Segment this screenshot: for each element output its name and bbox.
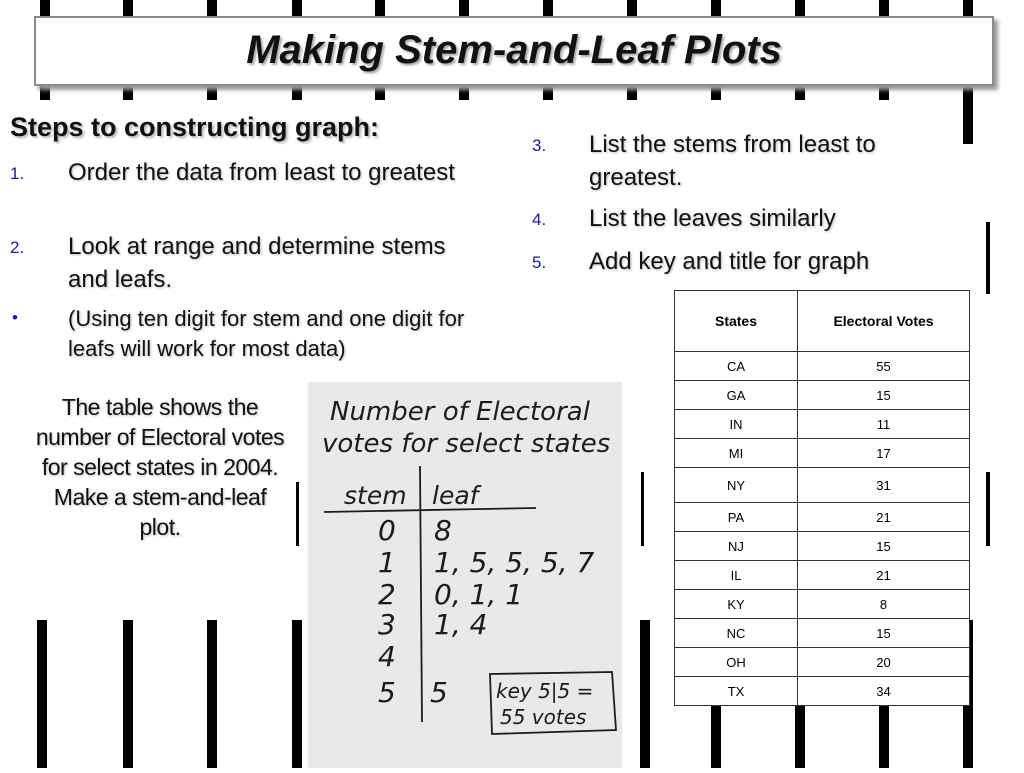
decorative-stripe (123, 84, 133, 100)
key-line1: key 5|5 = (496, 679, 594, 703)
decorative-stripe (641, 472, 644, 546)
table-row (675, 352, 970, 381)
decorative-stripe (459, 84, 469, 100)
decorative-stripe (296, 482, 299, 546)
stem-leaf-plot (308, 382, 622, 768)
plot-title-line2: votes for select states (322, 429, 611, 459)
decorative-stripe (40, 0, 50, 16)
decorative-stripe (543, 84, 553, 100)
table-row (675, 532, 970, 561)
table-row (675, 561, 970, 590)
divider-line (420, 466, 422, 722)
decorative-stripe (37, 620, 47, 768)
votes-cell: 15 (798, 532, 970, 561)
decorative-stripe (711, 706, 721, 768)
leaf-values: 8 (434, 514, 452, 547)
state-cell: NJ (675, 532, 798, 561)
table-row (675, 677, 970, 706)
table-row (675, 619, 970, 648)
state-cell: NY (675, 468, 798, 503)
step-number: 3. (532, 136, 547, 155)
stem-value: 2 (378, 578, 396, 611)
decorative-stripe (627, 0, 637, 16)
column-header-states: States (675, 291, 798, 352)
decorative-stripe (292, 620, 302, 768)
step-number: 1. (10, 164, 25, 183)
state-cell: GA (675, 381, 798, 410)
table-row (675, 439, 970, 468)
votes-cell: 20 (798, 648, 970, 677)
problem-description: The table shows the number of Electoral votes for select states in 2004. Make a stem-and-leaf plot. (35, 394, 285, 540)
leaf-values: 5 (430, 676, 448, 709)
stem-value: 5 (378, 676, 396, 709)
state-cell: OH (675, 648, 798, 677)
decorative-stripe (207, 84, 217, 100)
decorative-stripe (207, 620, 217, 768)
decorative-stripe (795, 0, 805, 16)
step-text: (Using ten digit for stem and one digit for leafs will work for most data) (68, 306, 465, 361)
state-cell: MI (675, 439, 798, 468)
state-cell: NC (675, 619, 798, 648)
steps-heading: Steps to constructing graph: (10, 112, 380, 142)
step-text: Add key and title for graph (589, 248, 870, 275)
table-row (675, 648, 970, 677)
decorative-stripe (879, 0, 889, 16)
leaf-values: 1, 4 (434, 608, 488, 641)
step-number: 2. (10, 238, 25, 257)
decorative-stripe (123, 620, 133, 768)
decorative-stripe (640, 620, 650, 768)
votes-cell: 31 (798, 468, 970, 503)
stem-header: stem (344, 481, 407, 510)
votes-cell: 15 (798, 381, 970, 410)
state-cell: CA (675, 352, 798, 381)
handwritten-plot-photo (308, 382, 622, 768)
table-row (675, 468, 970, 503)
decorative-stripe (207, 0, 217, 16)
electoral-votes-table (674, 290, 970, 706)
leaf-header: leaf (432, 481, 479, 510)
leaf-values: 1, 5, 5, 5, 7 (434, 546, 595, 579)
state-cell: PA (675, 503, 798, 532)
step-text: List the leaves similarly (589, 205, 836, 232)
votes-cell: 8 (798, 590, 970, 619)
state-cell: IL (675, 561, 798, 590)
state-cell: TX (675, 677, 798, 706)
votes-cell: 55 (798, 352, 970, 381)
step-text: List the stems from least to greatest. (589, 131, 876, 191)
title-box (34, 16, 994, 86)
step-text: Look at range and determine stems and leafs. (68, 233, 446, 293)
decorative-stripe (963, 84, 973, 144)
decorative-stripe (963, 0, 973, 16)
state-cell: IN (675, 410, 798, 439)
stem-value: 3 (378, 608, 396, 641)
decorative-stripe (292, 0, 302, 16)
plot-title-line1: Number of Electoral (330, 397, 590, 427)
votes-cell: 17 (798, 439, 970, 468)
decorative-stripe (711, 84, 721, 100)
decorative-stripe (986, 472, 990, 546)
column-header-electoral-votes: Electoral Votes (798, 291, 970, 352)
decorative-stripe (40, 84, 50, 100)
votes-cell: 15 (798, 619, 970, 648)
decorative-stripe (627, 84, 637, 100)
table-row (675, 381, 970, 410)
decorative-stripe (375, 0, 385, 16)
decorative-stripe (375, 84, 385, 100)
stem-value: 4 (378, 640, 396, 673)
votes-cell: 21 (798, 561, 970, 590)
decorative-stripe (711, 0, 721, 16)
step-text: Order the data from least to greatest (68, 159, 455, 186)
decorative-stripe (986, 222, 990, 294)
decorative-stripe (795, 84, 805, 100)
table-row (675, 410, 970, 439)
decorative-stripe (879, 706, 889, 768)
votes-cell: 21 (798, 503, 970, 532)
decorative-stripe (543, 0, 553, 16)
stem-value: 1 (378, 546, 396, 579)
table-header-row (675, 291, 970, 352)
decorative-stripe (123, 0, 133, 16)
decorative-stripe (459, 0, 469, 16)
decorative-stripe (795, 706, 805, 768)
votes-cell: 34 (798, 677, 970, 706)
state-cell: KY (675, 590, 798, 619)
key-line2: 55 votes (500, 705, 587, 729)
decorative-stripe (292, 84, 302, 100)
votes-cell: 11 (798, 410, 970, 439)
stem-value: 0 (378, 514, 396, 547)
slide-title: Making Stem-and-Leaf Plots (246, 28, 782, 72)
leaf-values: 0, 1, 1 (434, 578, 524, 611)
decorative-stripe (879, 84, 889, 100)
step-number: 5. (532, 253, 547, 272)
bullet-marker: • (12, 308, 18, 327)
step-number: 4. (532, 210, 547, 229)
table-row (675, 503, 970, 532)
table-row (675, 590, 970, 619)
